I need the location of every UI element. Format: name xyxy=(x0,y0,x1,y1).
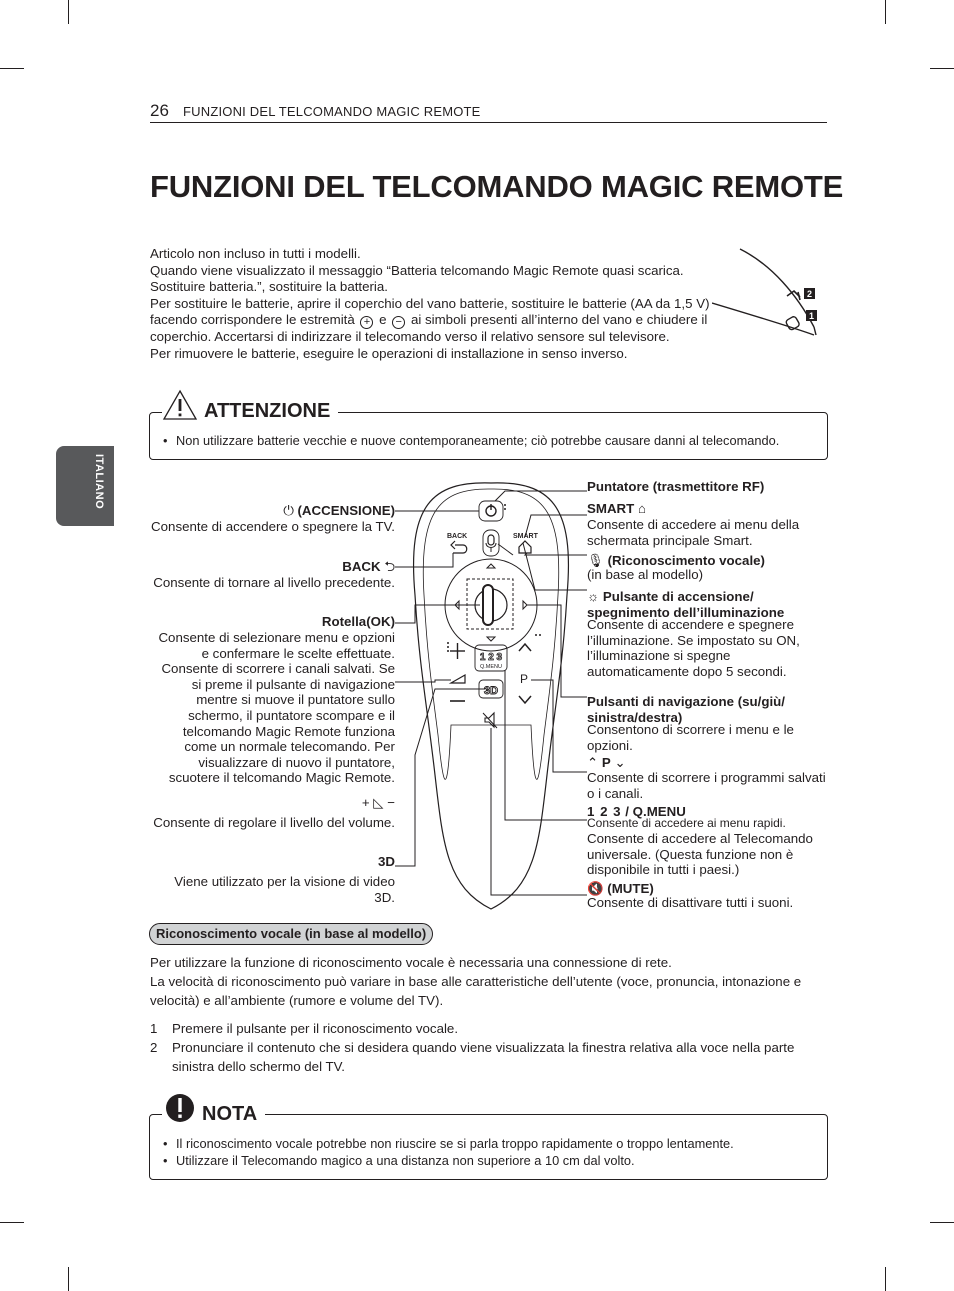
minus-terminal-icon: − xyxy=(392,316,405,329)
intro-line xyxy=(150,296,715,346)
smart-label xyxy=(587,501,827,517)
power-label xyxy=(150,503,395,519)
qmenu-desc1: Consente di accedere ai menu rapidi. xyxy=(587,816,786,830)
qmenu-digits: 1 2 3 xyxy=(587,804,622,819)
header-rule xyxy=(150,122,827,123)
p-desc: Consente di scorrere i programmi salvati o i canali. xyxy=(587,770,826,801)
intro-line: Per rimuovere le batterie, eseguire le operazioni di installazione in senso inverso. xyxy=(150,345,628,361)
attenzione-bullet: • Non utilizzare batterie vecchie e nuove contemporaneamente; ciò potrebbe causare danni al telecomando. xyxy=(163,433,780,448)
warning-triangle-icon xyxy=(162,389,198,421)
page-title: FUNZIONI DEL TELCOMANDO MAGIC REMOTE xyxy=(150,169,844,204)
intro-text xyxy=(150,246,715,363)
voice-desc: (in base al modello) xyxy=(587,567,704,582)
wheel-desc: Consente di selezionare menu e opzioni e confermare le scelte effettuate. Consente di scorrere i canali salvati. Se si preme il pulsante di navigazione mentre si muove il puntatore sullo schermo, il puntatore scompare e il telcomando Magic Remote funziona come un normale telecomando. Per visualizzare di nuovo il puntatore, scuotere il telcomando Magic Remote. xyxy=(158,630,395,786)
mute-icon: 🔇 xyxy=(587,881,604,896)
battery-step-2: 2 xyxy=(806,289,813,299)
smart-title: SMART xyxy=(587,501,635,516)
intro-text-e: e xyxy=(379,312,387,328)
running-header: FUNZIONI DEL TELCOMANDO MAGIC REMOTE xyxy=(183,104,481,119)
qmenu-desc2: Consente di accedere al Telecomando universale. (Questa funzione non è disponibile in tutti i paesi.) xyxy=(587,831,813,878)
microphone-icon: 🎙 xyxy=(587,553,604,568)
nota-bullet-text: Il riconoscimento vocale potrebbe non riuscire se si parla troppo rapidamente o troppo lentamente. xyxy=(176,1136,734,1151)
pointer-title: Puntatore (trasmettitore RF) xyxy=(587,479,765,494)
remote-qmenu-label: Q.MENU xyxy=(480,664,502,670)
chevron-up-icon: ⌃ xyxy=(587,755,599,770)
voice-steps xyxy=(150,1019,830,1076)
intro-line: Articolo non incluso in tutti i modelli. xyxy=(150,246,361,261)
step-text: Pronunciare il contenuto che si desidera quando viene visualizzata la finestra relativa alla voce nella parte sinistra dello schermo del TV. xyxy=(172,1040,795,1074)
back-label xyxy=(150,559,395,575)
page-number: 26 xyxy=(150,101,169,120)
remote-smart-label: SMART xyxy=(513,533,538,540)
light-desc: Consente di accendere e spegnere l’illuminazione. Se impostato su ON, l’illuminazione si spegne automaticamente dopo 5 secondi. xyxy=(587,617,800,679)
home-icon: ⌂ xyxy=(637,501,647,516)
step-number: 2 xyxy=(150,1040,158,1055)
voice-paragraph: Per utilizzare la funzione di riconoscimento vocale è necessaria una connessione di rete. xyxy=(150,955,672,970)
language-tab-label: ITALIANO xyxy=(93,454,105,510)
power-desc: Consente di accendere o spegnere la TV. xyxy=(151,519,395,534)
intro-text-a: Per sostituire le batterie, aprire il coperchio del vano batterie, sostituire le batterie (AA da 1,5 V) facendo corrispondere le estremità xyxy=(150,295,710,328)
volume-desc: Consente di regolare il livello del volume. xyxy=(153,815,395,830)
step-number: 1 xyxy=(150,1021,158,1036)
nota-bullet: • Utilizzare il Telecomando magico a una distanza non superiore a 10 cm dal volto. xyxy=(163,1153,635,1168)
voice-section-text xyxy=(150,953,830,1010)
three-d-desc: Viene utilizzato per la visione di video 3D. xyxy=(174,874,395,905)
attenzione-title: ATTENZIONE xyxy=(198,400,338,423)
p-title: P xyxy=(601,755,611,770)
volume-icons xyxy=(150,795,395,811)
remote-back-label: BACK xyxy=(447,533,468,540)
nota-title: NOTA xyxy=(196,1103,265,1126)
battery-cover-illustration xyxy=(712,245,830,340)
mute-desc: Consente di disattivare tutti i suoni. xyxy=(587,895,794,910)
language-tab xyxy=(56,446,114,526)
intro-text-b: ai simboli presenti all’interno del vano e chiudere il coperchio. Accertarsi di indirizzare il telecomando verso il relativo sensore sul televisore. xyxy=(150,312,708,345)
volume-icon: ◺ xyxy=(373,795,384,810)
volume-up-icon: + xyxy=(361,795,370,810)
voice-paragraph: La velocità di riconoscimento può variare in base alle caratteristiche dell’utente (voce, pronuncia, intonazione e velocità) e all’ambiente (rumore e volume del TV). xyxy=(150,974,802,1008)
volume-down-icon: − xyxy=(387,795,395,810)
remote-3d-label: 3D xyxy=(483,685,499,697)
power-title: (ACCENSIONE) xyxy=(297,503,395,518)
pointer-label xyxy=(587,479,827,495)
step-text: Premere il pulsante per il riconoscimento vocale. xyxy=(172,1021,459,1036)
attenzione-bullet-text: Non utilizzare batterie vecchie e nuove contemporaneamente; ciò potrebbe causare danni al telecomando. xyxy=(176,433,780,448)
light-bulb-icon: ☼ xyxy=(587,589,600,604)
nota-bullet: • Il riconoscimento vocale potrebbe non riuscire se si parla troppo rapidamente o troppo lentamente. xyxy=(163,1136,734,1151)
nav-label xyxy=(587,694,827,725)
three-d-icon: 3D xyxy=(378,854,395,869)
nota-bullet-text: Utilizzare il Telecomando magico a una distanza non superiore a 10 cm dal volto. xyxy=(176,1153,635,1168)
battery-step-1: 1 xyxy=(808,311,815,321)
remote-p-label: P xyxy=(520,672,529,686)
back-title: BACK xyxy=(342,559,381,574)
list-item xyxy=(150,1038,830,1076)
mute-title: (MUTE) xyxy=(607,881,654,896)
magic-remote-diagram xyxy=(395,475,595,920)
plus-terminal-icon: + xyxy=(360,316,373,329)
nav-desc: Consentono di scorrere i menu e le opzioni. xyxy=(587,722,794,753)
back-desc: Consente di tornare al livello precedente. xyxy=(153,575,395,590)
wheel-title: Rotella(OK) xyxy=(321,614,395,629)
list-item xyxy=(150,1019,830,1038)
power-icon: ⏻ xyxy=(283,503,294,518)
voice-section-pill: Riconoscimento vocale (in base al modello) xyxy=(149,923,433,945)
wheel-label xyxy=(150,614,395,630)
voice-title: (Riconoscimento vocale) xyxy=(607,553,765,568)
light-title: Pulsante di accensione/ spegnimento dell’illuminazione xyxy=(587,589,785,620)
nav-title: Pulsanti di navigazione (su/giù/ sinistra/destra) xyxy=(587,694,785,725)
light-label xyxy=(587,589,827,620)
remote-digits-label: 1 2 3 xyxy=(479,652,503,663)
chevron-down-icon: ⌄ xyxy=(614,755,626,770)
back-arrow-icon: ⮌ xyxy=(384,559,395,574)
note-exclamation-icon xyxy=(162,1092,198,1124)
p-label xyxy=(587,755,827,771)
intro-line: Quando viene visualizzato il messaggio “Batteria telcomando Magic Remote quasi scarica. Sostituire batteria.”, sostituire la batteria. xyxy=(150,262,684,295)
smart-desc: Consente di accedere ai menu della schermata principale Smart. xyxy=(587,517,800,548)
qmenu-title: / Q.MENU xyxy=(625,804,686,819)
